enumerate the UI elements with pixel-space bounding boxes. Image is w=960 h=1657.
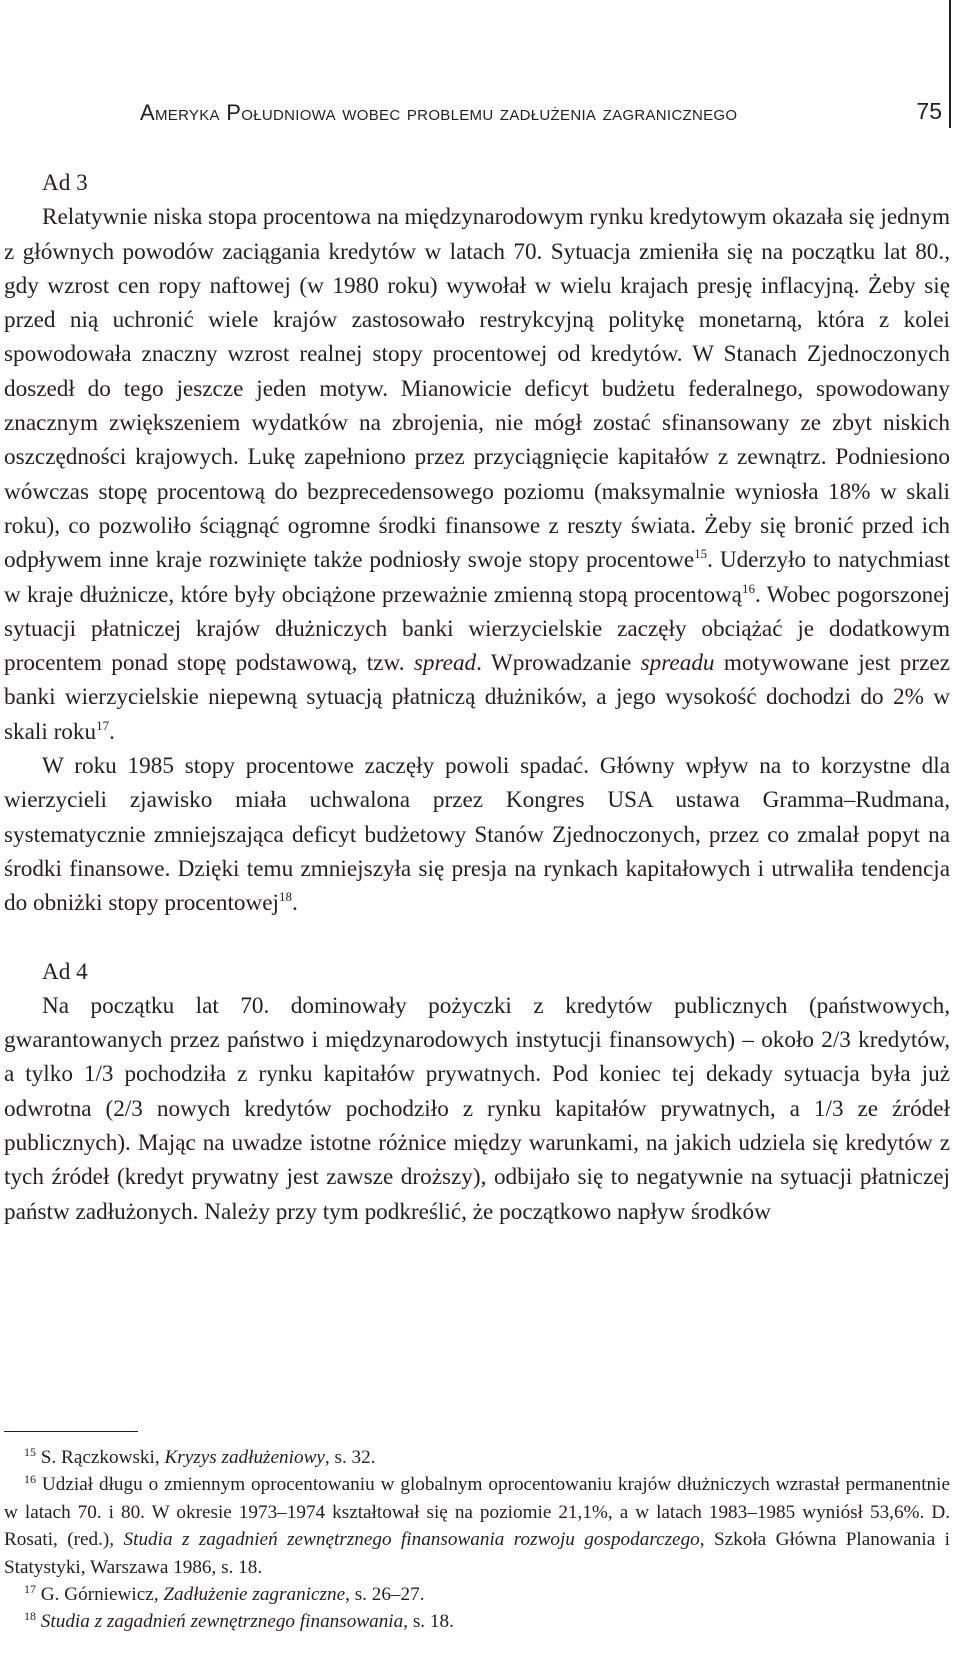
citation-title: Studia z zagadnień zewnętrznego finansowania rozwoju gospodarczego [123,1529,700,1551]
footnote-17 [4,1581,950,1608]
section-gap [4,921,950,955]
footnotes [4,1444,950,1636]
text-run: Relatywnie niska stopa procentowa na międzynarodowym rynku kredytowym okazała się jednym z głównych powodów zaciągania kredytów w latach 70. Sytuacja zmieniła się na początku lat 80., gdy wzrost cen ropy naftowej (w 1980 roku) wywołał w wielu krajach presję inflacyjną. Żeby się przed nią uchronić wiele krajów zastosowało restrykcyjną politykę monetarną, która z kolei spowodowała znaczny wzrost realnej stopy procentowej od kredytów. W Stanach Zjednoczonych doszedł do tego jeszcze jeden motyw. Mianowicie deficyt budżetu federalnego, spowodowany znacznym zwiększeniem wydatków na zbrojenia, nie mógł zostać sfinansowany ze zbyt niskich oszczędności krajowych. Lukę zapełniono przez przyciągnięcie kapitałów z zewnątrz. Podniesiono wówczas stopę procentową do bezprecedensowego poziomu (maksymalnie wyniosła 18% w skali roku), co pozwoliło ściągnąć ogromne środki finansowe z reszty świata. Żeby się bronić przed ich odpływem inne kraje rozwinięte także podniosły swoje stopy procentowe [4,204,950,574]
text-run: . Uderzyło to natychmiast w kraje dłużnicze, które były obciążone przeważnie zmienną stopą procentową [4,547,950,608]
page-edge-rule [949,0,951,128]
footnote-ref-16[interactable]: 16 [741,580,755,596]
footnote-number: 17 [24,1582,36,1597]
footnote-ref-18[interactable]: 18 [278,889,292,905]
text-run: . [291,890,298,917]
paragraph-ad3-1 [4,200,950,749]
text-run: , Szkoła Główna Planowania i Statystyki, Warszawa 1986, s. 18. [4,1529,950,1578]
footnote-number: 16 [24,1472,36,1487]
footnote-15 [4,1444,950,1471]
text-run: . [109,718,115,745]
footnote-16 [4,1471,950,1581]
text-run: S. Rączkowski, [36,1447,165,1468]
running-header [140,100,948,134]
footnote-ref-15[interactable]: 15 [694,546,708,562]
text-run: motywowane jest przez banki wierzycielskie niepewną sytuacją płatniczą dłużników, a jego wysokość dochodzi do 2% w skali roku [4,650,950,745]
paragraph-ad4-1: Na początku lat 70. dominowały pożyczki z kredytów publicznych (państwowych, gwarantowanych przez państwo i międzynarodowych instytucji finansowych) – około 2/3 kredytów, a tylko 1/3 pochodziła z rynku kapitałów prywatnych. Pod koniec tej dekady sytuacja była już odwrotna (2/3 nowych kredytów pochodziło z rynku kapitałów prywatnych, a 1/3 ze źródeł publicznych). Mając na uwadze istotne różnice między warunkami, na jakich udziela się kredytów z tych źródeł (kredyt prywatny jest zawsze droższy), odbijało się to negatywnie na sytuacji płatniczej państw zadłużonych. Należy przy tym podkreślić, że początkowo napływ środków [4,992,950,1225]
italic-term-spreadu: spreadu [640,650,715,677]
citation-title: Zadłużenie zagraniczne [163,1584,346,1606]
text-run: , s. 32. [324,1447,376,1468]
section-heading-ad3: Ad 3 [42,170,88,196]
text-run: Udział długu o zmiennym oprocentowaniu w globalnym oprocentowaniu krajów dłużniczych wzrastał permanentnie w latach 70. i 80. W okresie 1973–1974 kształtował się na poziomie 21,1%, a w latach 1983–1985 wyniósł 53,6%. D. Rosati, (red.), [4,1474,950,1551]
footnote-number: 18 [24,1609,36,1624]
text-run: W roku 1985 stopy procentowe zaczęły powoli spadać. Główny wpływ na to korzystne dla wierzycieli zjawisko miała uchwalona przez Kongres USA ustawa Gramma–Rudmana, systematycznie zmniejszająca deficyt budżetowy Stanów Zjednoczonych, przez co zmalał popyt na środki finansowe. Dzięki temu zmniejszyła się presja na rynkach kapitałowych i utrwaliła tendencja do obniżki stopy procentowej [4,753,950,917]
main-text [4,166,950,1229]
text-run: . Wobec pogorszonej sytuacji płatniczej krajów dłużniczych banki wierzycielskie zaczęły obciążać je dodatkowym procentem ponad stopę podstawową, tzw. [4,581,950,677]
footnote-number: 15 [24,1445,36,1459]
paragraph-ad3-2 [4,749,950,920]
text-run: G. Górniewicz, [36,1584,164,1606]
citation-title: Kryzys zadłużeniowy [164,1447,325,1468]
running-title: Ameryka Południowa wobec problemu zadłużenia zagranicznego [140,100,738,125]
footnote-separator [4,1431,138,1432]
page-number: 75 [916,98,942,124]
footnote-ref-17[interactable]: 17 [96,717,110,733]
citation-title: Studia z zagadnień zewnętrznego finansowania [40,1611,404,1633]
italic-term-spread: spread [413,650,477,677]
text-run: . Wprowadzanie [476,650,641,677]
text-run: , s. 26–27. [345,1584,425,1606]
text-run: , s. 18. [403,1611,454,1633]
footnote-18 [4,1608,950,1635]
section-heading-ad4: Ad 4 [42,958,88,985]
